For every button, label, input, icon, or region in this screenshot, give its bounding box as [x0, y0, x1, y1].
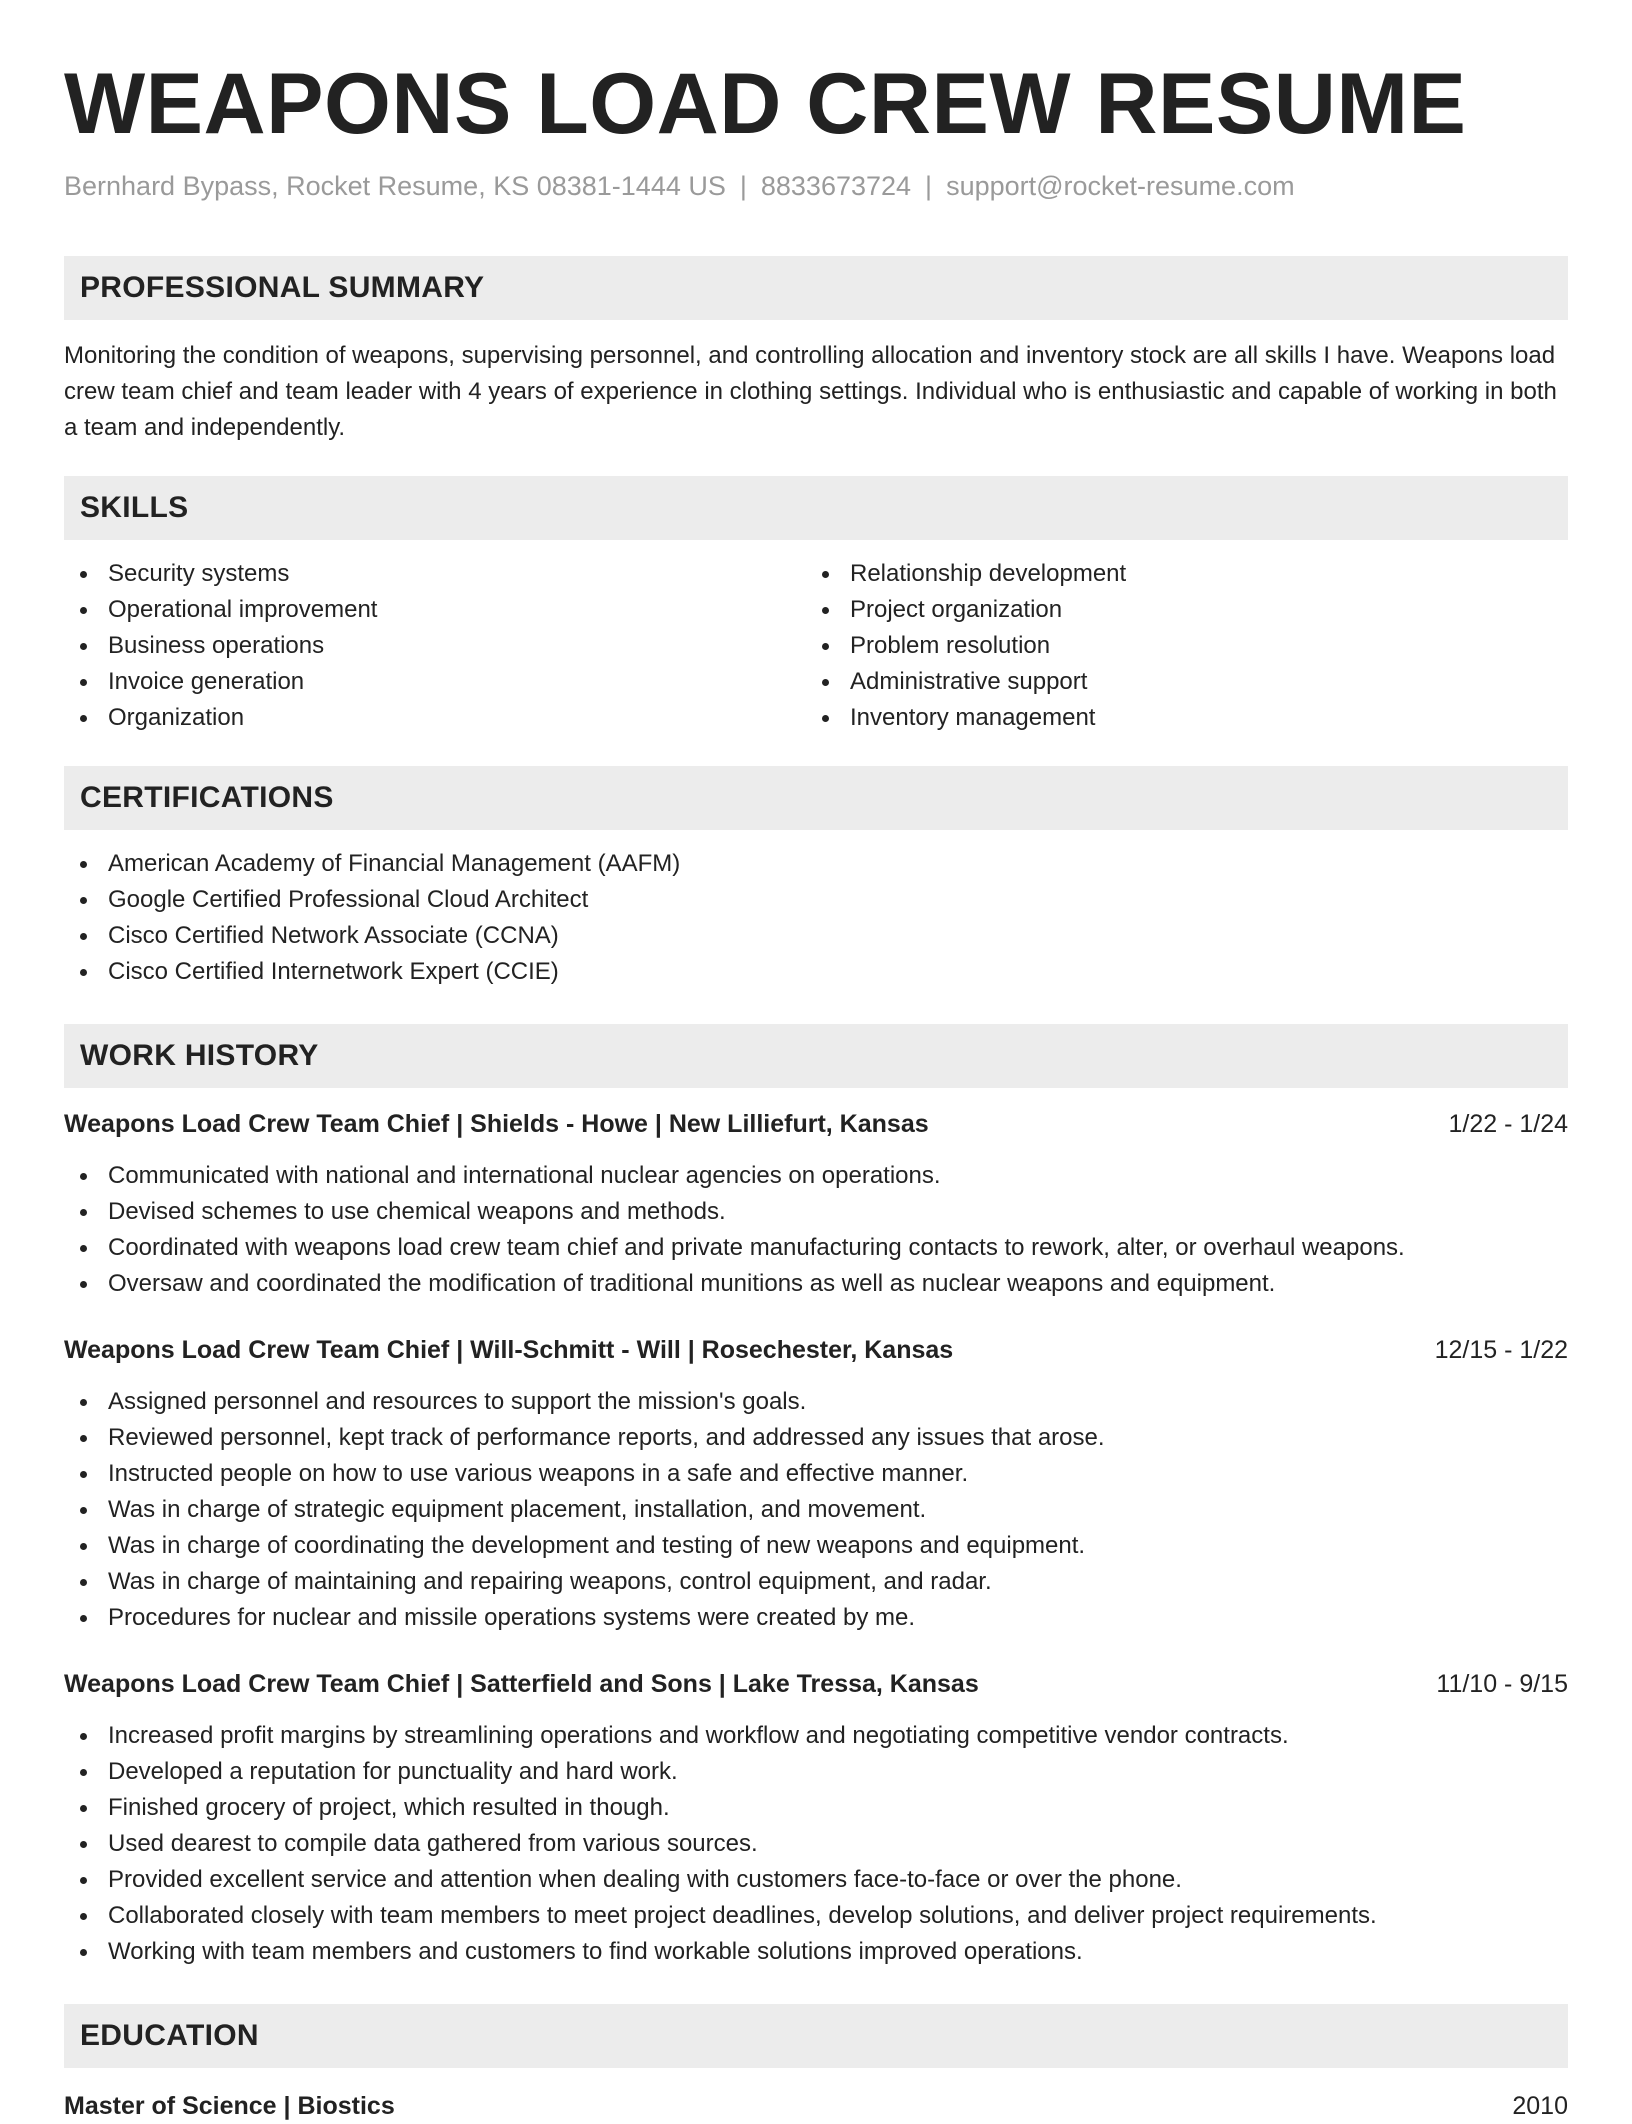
- section-heading-certifications: CERTIFICATIONS: [64, 766, 1568, 830]
- job-bullets: [64, 1384, 1568, 1636]
- job-dates: 12/15 - 1/22: [1434, 1336, 1568, 1364]
- resume-title: WEAPONS LOAD CREW RESUME: [64, 56, 1467, 152]
- job-entry: [64, 1332, 1568, 1636]
- contact-phone: 8833673724: [760, 171, 912, 201]
- education-degree: Master of Science | Biostics: [64, 2092, 395, 2120]
- job-bullet: Procedures for nuclear and missile operations systems were created by me.: [64, 1600, 1568, 1636]
- education-year: 2010: [1512, 2092, 1568, 2120]
- skill-item: Relationship development: [806, 556, 1548, 592]
- job-header: [64, 1332, 1568, 1368]
- job-bullet: Devised schemes to use chemical weapons and methods.: [64, 1194, 1568, 1230]
- job-title: Weapons Load Crew Team Chief | Shields - Howe | New Lilliefurt, Kansas: [64, 1110, 929, 1138]
- job-entry: [64, 1106, 1568, 1302]
- section-heading-education: EDUCATION: [64, 2004, 1568, 2068]
- skill-item: Operational improvement: [64, 592, 806, 628]
- section-heading-work-history: WORK HISTORY: [64, 1024, 1568, 1088]
- resume-page: [64, 0, 1568, 2124]
- job-bullet: Communicated with national and international nuclear agencies on operations.: [64, 1158, 1568, 1194]
- contact-separator: |: [739, 171, 747, 201]
- certifications-list: [64, 846, 1568, 990]
- education-entry: [64, 2088, 1568, 2124]
- job-bullet: Working with team members and customers to find workable solutions improved operations.: [64, 1934, 1568, 1970]
- skills-list-left: [64, 556, 806, 736]
- skill-item: Security systems: [64, 556, 806, 592]
- job-entry: [64, 1666, 1568, 1970]
- job-bullets: [64, 1158, 1568, 1302]
- job-bullet: Developed a reputation for punctuality and hard work.: [64, 1754, 1568, 1790]
- job-dates: 1/22 - 1/24: [1448, 1110, 1568, 1138]
- contact-separator: |: [925, 171, 933, 201]
- skill-item: Project organization: [806, 592, 1548, 628]
- job-bullet: Was in charge of coordinating the development and testing of new weapons and equipment.: [64, 1528, 1568, 1564]
- certification-item: Cisco Certified Network Associate (CCNA): [64, 918, 1568, 954]
- contact-email: support@rocket-resume.com: [946, 171, 1295, 201]
- job-bullet: Was in charge of maintaining and repairing weapons, control equipment, and radar.: [64, 1564, 1568, 1600]
- job-bullet: Finished grocery of project, which resulted in though.: [64, 1790, 1568, 1826]
- job-bullet: Oversaw and coordinated the modification of traditional munitions as well as nuclear weapons and equipment.: [64, 1266, 1568, 1302]
- job-title: Weapons Load Crew Team Chief | Will-Schmitt - Will | Rosechester, Kansas: [64, 1336, 954, 1364]
- skill-item: Problem resolution: [806, 628, 1548, 664]
- skill-item: Inventory management: [806, 700, 1548, 736]
- job-bullet: Instructed people on how to use various weapons in a safe and effective manner.: [64, 1456, 1568, 1492]
- job-bullet: Coordinated with weapons load crew team chief and private manufacturing contacts to rework, alter, or overhaul weapons.: [64, 1230, 1568, 1266]
- skill-item: Organization: [64, 700, 806, 736]
- contact-line: [64, 168, 1568, 204]
- summary-text: Monitoring the condition of weapons, supervising personnel, and controlling allocation and inventory stock are all skills I have. Weapons load crew team chief and team leader with 4 years of experience in clothing settings. Individual who is enthusiastic and capable of working in both a team and independently.: [64, 342, 1557, 441]
- section-heading-summary: PROFESSIONAL SUMMARY: [64, 256, 1568, 320]
- skills-list-right: [806, 556, 1548, 736]
- skills-grid: [64, 556, 1568, 736]
- job-header: [64, 1106, 1568, 1142]
- job-bullet: Used dearest to compile data gathered from various sources.: [64, 1826, 1568, 1862]
- certification-item: American Academy of Financial Management (AAFM): [64, 846, 1568, 882]
- contact-address: Bernhard Bypass, Rocket Resume, KS 08381-1444 US: [64, 171, 726, 201]
- section-heading-skills: SKILLS: [64, 476, 1568, 540]
- job-title: Weapons Load Crew Team Chief | Satterfield and Sons | Lake Tressa, Kansas: [64, 1670, 979, 1698]
- skill-item: Administrative support: [806, 664, 1548, 700]
- job-dates: 11/10 - 9/15: [1436, 1670, 1568, 1698]
- skill-item: Business operations: [64, 628, 806, 664]
- job-bullets: [64, 1718, 1568, 1970]
- job-bullet: Collaborated closely with team members to meet project deadlines, develop solutions, and deliver project requirements.: [64, 1898, 1568, 1934]
- certification-item: Google Certified Professional Cloud Architect: [64, 882, 1568, 918]
- skill-item: Invoice generation: [64, 664, 806, 700]
- job-bullet: Increased profit margins by streamlining operations and workflow and negotiating competitive vendor contracts.: [64, 1718, 1568, 1754]
- job-bullet: Was in charge of strategic equipment placement, installation, and movement.: [64, 1492, 1568, 1528]
- job-bullet: Reviewed personnel, kept track of performance reports, and addressed any issues that arose.: [64, 1420, 1568, 1456]
- certification-item: Cisco Certified Internetwork Expert (CCIE): [64, 954, 1568, 990]
- job-header: [64, 1666, 1568, 1702]
- job-bullet: Assigned personnel and resources to support the mission's goals.: [64, 1384, 1568, 1420]
- job-bullet: Provided excellent service and attention when dealing with customers face-to-face or over the phone.: [64, 1862, 1568, 1898]
